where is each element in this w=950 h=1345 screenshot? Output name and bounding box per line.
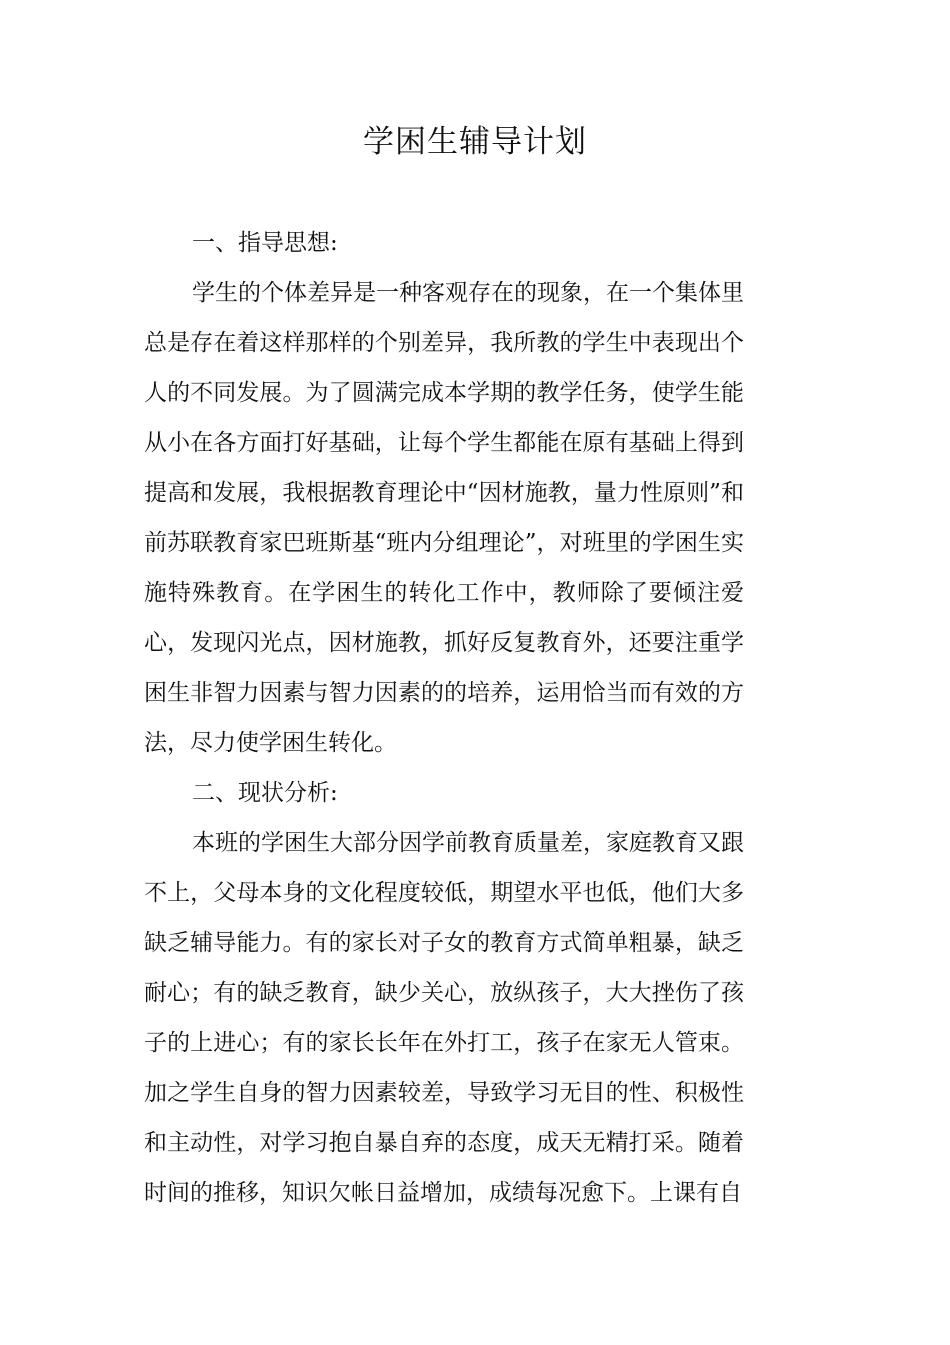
document-body [144,218,744,1218]
section-heading-status-analysis: 二、现状分析: [192,780,338,806]
paragraph-guiding-thought: 学生的个体差异是一种客观存在的现象，在一个集体里总是存在着这样那样的个别差异，我所教的学生中表现出个人的不同发展。为了圆满完成本学期的教学任务，使学生能从小在各方面打好基础，让每个学生都能在原有基础上得到提高和发展，我根据教育理论中“因材施教，量力性原则”和前苏联教育家巴班斯基“班内分组理论”，对班里的学困生实施特殊教育。在学困生的转化工作中，教师除了要倾注爱心，发现闪光点，因材施教，抓好反复教育外，还要注重学困生非智力因素与智力因素的的培养，运用恰当而有效的方法，尽力使学困生转化。 [144,280,744,756]
section-heading-guiding-thought: 一、指导思想: [192,230,338,256]
page-title: 学困生辅导计划 [363,124,587,160]
paragraph-status-analysis: 本班的学困生大部分因学前教育质量差，家庭教育又跟不上，父母本身的文化程度较低，期望水平也低，他们大多缺乏辅导能力。有的家长对子女的教育方式简单粗暴，缺乏耐心；有的缺乏教育，缺少关心，放纵孩子，大大挫伤了孩子的上进心；有的家长长年在外打工，孩子在家无人管束。加之学生自身的智力因素较差，导致学习无目的性、积极性和主动性，对学习抱自暴自弃的态度，成天无精打采。随着时间的推移，知识欠帐日益增加，成绩每况愈下。上课有自 [144,830,744,1206]
